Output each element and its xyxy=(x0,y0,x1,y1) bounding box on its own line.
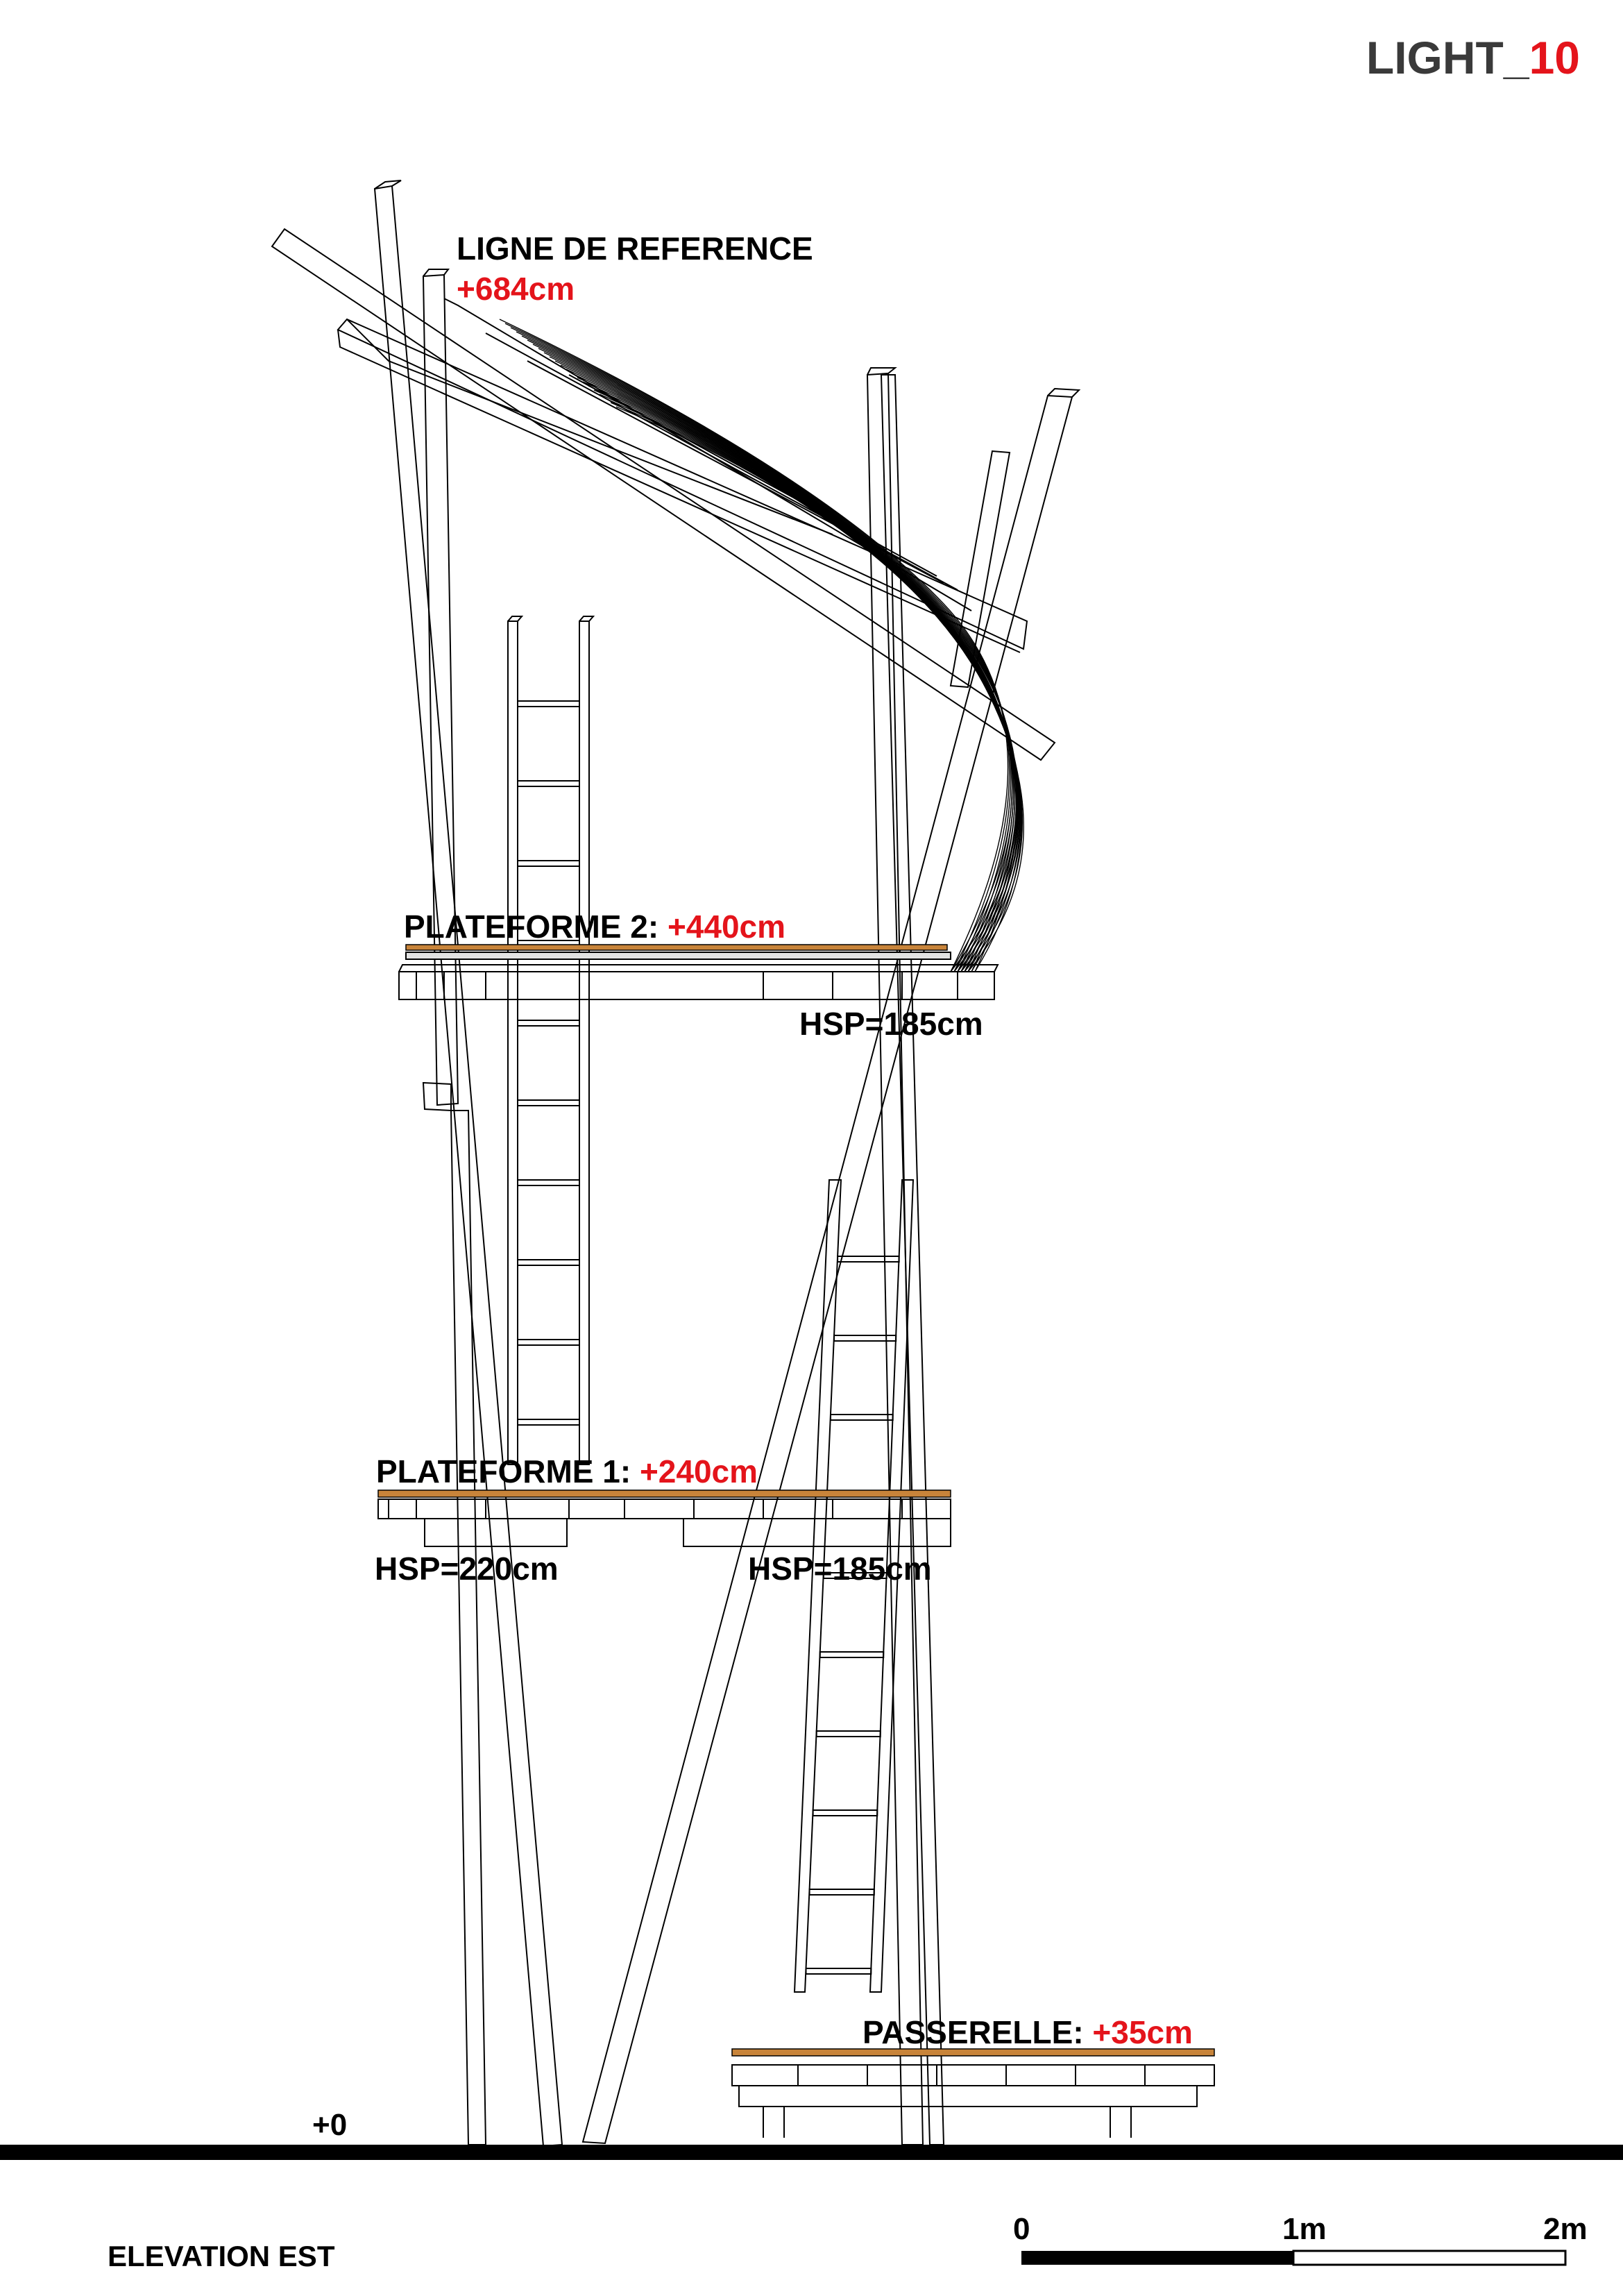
roof-cable xyxy=(566,369,1018,972)
walkway-value: +35cm xyxy=(1092,2014,1193,2050)
left-post xyxy=(375,186,562,2146)
scale-label-0: 0 xyxy=(1013,2212,1030,2246)
roof-cable xyxy=(505,323,1010,972)
platform-1-hsp-right: HSP=185cm xyxy=(748,1551,932,1587)
platform-1-label xyxy=(376,1455,758,1487)
roof-cable xyxy=(538,348,1018,972)
ladder-rung xyxy=(820,1652,883,1657)
scale-label-1m: 1m xyxy=(1282,2212,1327,2246)
roof-cable xyxy=(522,336,1014,972)
diagonal-post xyxy=(583,396,1072,2143)
roof-cable xyxy=(544,353,1012,972)
roof-cable xyxy=(550,357,1014,972)
ladder-rung xyxy=(518,861,579,866)
platform-1 xyxy=(378,1499,951,1546)
platform-2-hsp: HSP=185cm xyxy=(799,1006,983,1042)
view-name: ELEVATION EST xyxy=(108,2240,335,2272)
roof-cable xyxy=(527,340,1015,972)
walkway xyxy=(732,2065,1214,2138)
platform-2-name: PLATEFORME 2: xyxy=(404,909,659,945)
ladder-rung xyxy=(806,1968,872,1974)
ground-line xyxy=(0,2145,1623,2160)
platform-1-hsp-left: HSP=220cm xyxy=(375,1551,559,1587)
ground-level-label: +0 xyxy=(312,2108,348,2142)
structure-lines xyxy=(272,180,1214,2146)
platform-1-name: PLATEFORME 1: xyxy=(376,1453,631,1489)
roof-cable xyxy=(500,319,1008,972)
ladder-rung xyxy=(810,1889,874,1895)
platform-2 xyxy=(399,952,998,999)
left-ladder xyxy=(508,616,593,1464)
right-post-a xyxy=(867,373,923,2145)
roof-cable xyxy=(511,328,1011,972)
left-ground-post xyxy=(451,1111,486,2145)
roof-cable xyxy=(572,373,1019,972)
ladder-rung xyxy=(813,1810,878,1816)
ladder-rung xyxy=(518,1260,579,1265)
ladder-rung xyxy=(518,1020,579,1026)
ladder-rung xyxy=(817,1731,881,1737)
reference-line-value: +684cm xyxy=(457,271,575,307)
roof-cable xyxy=(561,365,1017,972)
platform-2-label xyxy=(404,911,785,943)
ladder-rung xyxy=(518,1100,579,1106)
scale-label-2m: 2m xyxy=(1543,2212,1588,2246)
ladder-rung xyxy=(831,1415,893,1420)
ladder-rung xyxy=(518,701,579,707)
walkway-name: PASSERELLE: xyxy=(863,2014,1084,2050)
ladder-rung xyxy=(838,1256,899,1262)
title-prefix: LIGHT_ xyxy=(1366,32,1529,83)
platform-2-value: +440cm xyxy=(667,909,786,945)
walkway-label xyxy=(863,2016,1193,2048)
ladder-rung xyxy=(518,1419,579,1425)
reference-line-label: LIGNE DE REFERENCE xyxy=(457,230,813,267)
left-short-post xyxy=(423,275,458,1105)
title-number: 10 xyxy=(1529,32,1580,83)
platform-1-value: +240cm xyxy=(639,1453,758,1489)
ladder-rung xyxy=(518,1340,579,1345)
ladder-rung xyxy=(518,781,579,786)
right-post-b xyxy=(881,375,944,2145)
roof-beams xyxy=(272,229,1055,760)
ladder-rung xyxy=(518,1180,579,1185)
scale-bar xyxy=(1021,2251,1565,2265)
